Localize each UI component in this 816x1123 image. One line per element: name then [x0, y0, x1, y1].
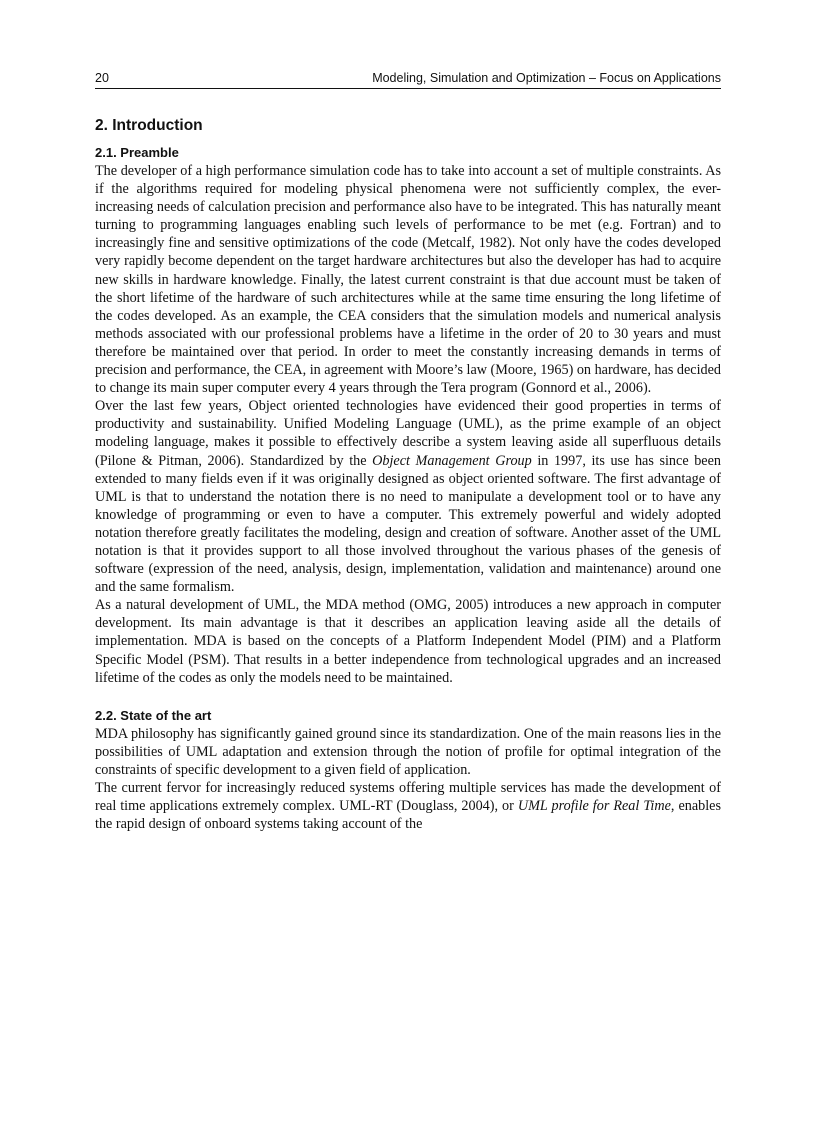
paragraph — [95, 397, 721, 596]
text-run: The current fervor for increasingly reduced systems offering multiple services has made the development of real time applications extremely complex. UML-RT (Douglass, 2004), or — [95, 780, 721, 815]
text-run: Over the last few years, Object oriented technologies have evidenced their good properties in terms of productivity and sustainability. Unified Modeling Language (UML), as the prime example of an object modeling language, makes it possible to effectively describe a system leaving aside all superfluous details (Pilone & Pitman, 2006). Standardized by the — [95, 398, 721, 469]
subsection-title-preamble: 2.1. Preamble — [95, 145, 179, 160]
text-run: in 1997, its use has since been extended to many fields even if it was originally designed as object oriented software. The first advantage of UML is that to understand the notation there is no need to manipulate a development tool or to have any knowledge of programming or even to have a computer. This extremely powerful and widely adopted notation therefore greatly facilitates the modeling, design and creation of software. Another asset of the UML notation is that it provides support to all those involved throughout the various phases of the genesis of software (expression of the need, analysis, design, implementation, validation and maintenance) around one and the same formalism. — [95, 452, 721, 596]
subsection-title-state-of-art: 2.2. State of the art — [95, 707, 212, 723]
italic-term: UML profile for Real Time — [517, 798, 671, 815]
page-number: 20 — [95, 71, 109, 85]
paragraph — [95, 779, 721, 833]
document-page — [95, 70, 721, 833]
running-header — [95, 70, 721, 89]
section-title: 2. Introduction — [95, 117, 203, 134]
paragraph: MDA philosophy has significantly gained ground since its standardization. One of the main reasons lies in the possibilities of UML adaptation and extension through the notion of profile for optimal integration of the constraints of specific development to a given field of application. — [95, 725, 721, 778]
paragraph: As a natural development of UML, the MDA method (OMG, 2005) introduces a new approach in computer development. Its main advantage is that it describes an application leaving aside all the details of implementation. MDA is based on the concepts of a Platform Independent Model (PIM) and a Platform Specific Model (PSM). That results in a better independence from technological upgrades and an increased lifetime of the codes as only the models need to be maintained. — [95, 597, 721, 686]
paragraph: The developer of a high performance simulation code has to take into account a set of multiple constraints. As if the algorithms required for modeling physical phenomena were not sufficiently complex, the ever-increasing needs of calculation precision and performance also have to be integrated. This has naturally meant turning to programming languages enabling such levels of performance to be met (e.g. Fortran) and to increasingly fine and sensitive optimizations of the code (Metcalf, 1982). Not only have the codes developed very rapidly become dependent on the target hardware architectures but also the developer has had to acquire new skills in hardware knowledge. Finally, the latest current constraint is that due account must be taken of the short lifetime of the hardware of such architectures while at the same time ensuring the long lifetime of the codes developed. As an example, the CEA considers that the simulation models and numerical analysis methods associated with our professional problems have a lifetime in the order of 20 to 30 years and must therefore be maintained over that period. In order to meet the constantly increasing demands in terms of precision and performance, the CEA, in agreement with Moore’s law (Moore, 1965) on hardware, has decided to change its main super computer every 4 years through the Tera program (Gonnord et al., 2006). — [95, 163, 722, 397]
book-title: Modeling, Simulation and Optimization – Focus on Applications — [372, 71, 721, 85]
italic-term: Object Management Group — [372, 452, 532, 469]
text-run: , enables the rapid design of onboard systems taking account of the — [95, 798, 721, 833]
